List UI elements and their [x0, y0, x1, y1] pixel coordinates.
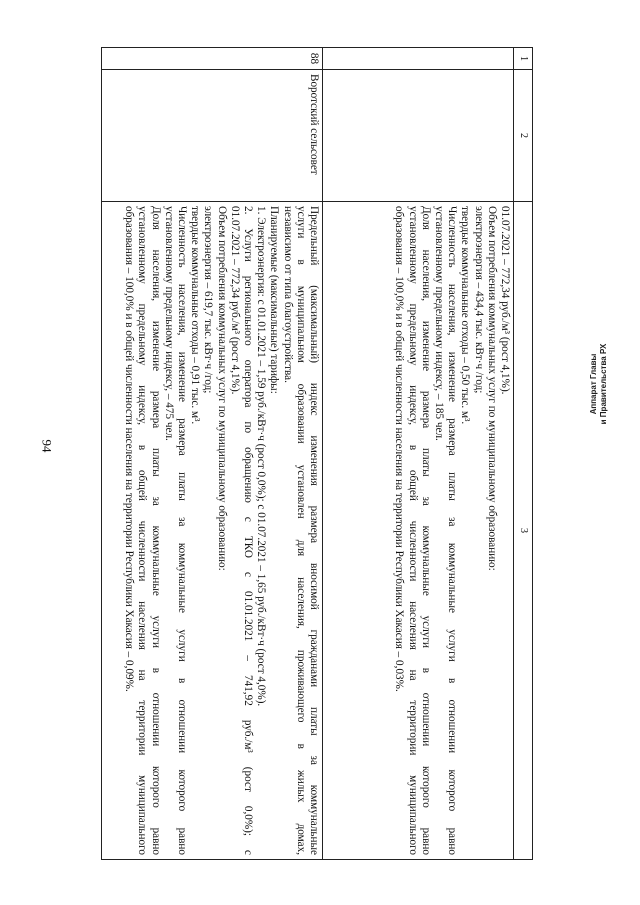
header-col-3: 3 [514, 202, 533, 860]
page-number: 94 [39, 439, 55, 453]
text-line: Планируемые (максимальные) тарифы: [268, 206, 281, 394]
text-line: твердые коммунальные отходы – 0,91 тыс. м³. [189, 206, 202, 425]
row-description [102, 202, 323, 860]
header-col-1: 1 [514, 48, 533, 70]
text-line: 01.07.2021 – 772,34 руб./м³ (рост 4,1%). [228, 206, 241, 395]
row-number [323, 48, 514, 70]
rotated-table-frame [95, 47, 533, 859]
text-line: электроэнергия – 434,4 тыс. кВт·ч /год; [472, 206, 485, 394]
tariff-table [101, 47, 533, 860]
text-line: 01.07.2021 – 772,34 руб./м³ (рост 4,1%). [499, 206, 511, 395]
text-line: установленному предельному индексу, в общей численности населения на территории муниципального [406, 206, 419, 855]
text-line: Доля населения, изменение размера платы за коммунальные услуги в отношении которого равно [149, 206, 162, 855]
rotated-table-region [95, 47, 640, 855]
text-line: независимо от типа благоустройства. [281, 206, 294, 383]
text-line: 1. Электроэнергия: с 01.01.2021 – 1,59 руб./кВт·ч (рост 0,0%); с 01.07.2021 – 1,65 руб./кВт·ч (рост 4,0%). [255, 206, 268, 707]
text-line: электроэнергия – 619,7 тыс. кВт·ч /год; [202, 206, 215, 394]
text-line: установленному предельному индексу, в общей численности населения на территории муниципального [136, 206, 149, 855]
row-description [323, 202, 514, 860]
text-line: установленному предельному индексу, – 475 чел. [162, 206, 175, 441]
text-line: Численность населения, изменение размера платы за коммунальные услуги в отношении которого равно [175, 206, 188, 855]
header-col-2: 2 [514, 70, 533, 202]
text-line: установленному предельному индексу, – 185 чел. [432, 206, 445, 441]
text-line: 2. Услуги регионального оператора по обращению с ТКО с 01.01.2021 – 741,92 руб./м³ (рост 0,0%); с [241, 206, 254, 855]
text-line: образования – 100,0% и в общей численности населения на территории Республики Хакасия – 0,03%. [393, 206, 406, 692]
text-line: Объем потребления коммунальных услуг по муниципальному образованию: [215, 206, 228, 571]
row-number: 88 [102, 48, 323, 70]
text-line: Численность населения, изменение размера платы за коммунальные услуги в отношении которого равно [446, 206, 459, 855]
table-header-row [514, 48, 533, 860]
text-line: Объем потребления коммунальных услуг по муниципальному образованию: [485, 206, 498, 571]
stamp-line-1: Аппарат Главы [589, 353, 598, 415]
municipality-name: Воротский сельсовет [102, 70, 323, 202]
municipality-name [323, 70, 514, 202]
table-row-88 [102, 48, 323, 860]
text-line: образования – 100,0% и в общей численности населения на территории Республики Хакасия – 0,09%. [123, 206, 136, 692]
text-line: твердые коммунальные отходы – 0,50 тыс. м³. [459, 206, 472, 425]
stamp-line-2: и Правительства РХ [599, 343, 608, 425]
table-row-continuation [323, 48, 514, 860]
text-line: услуги в муниципальном образовании установлен для населения, проживающего в жилых домах, [294, 206, 307, 855]
text-line: Предельный (максимальный) индекс изменения размера вносимой гражданами платы за коммунальные [308, 206, 320, 855]
text-line: Доля населения, изменение размера платы за коммунальные услуги в отношении которого равно [419, 206, 432, 855]
